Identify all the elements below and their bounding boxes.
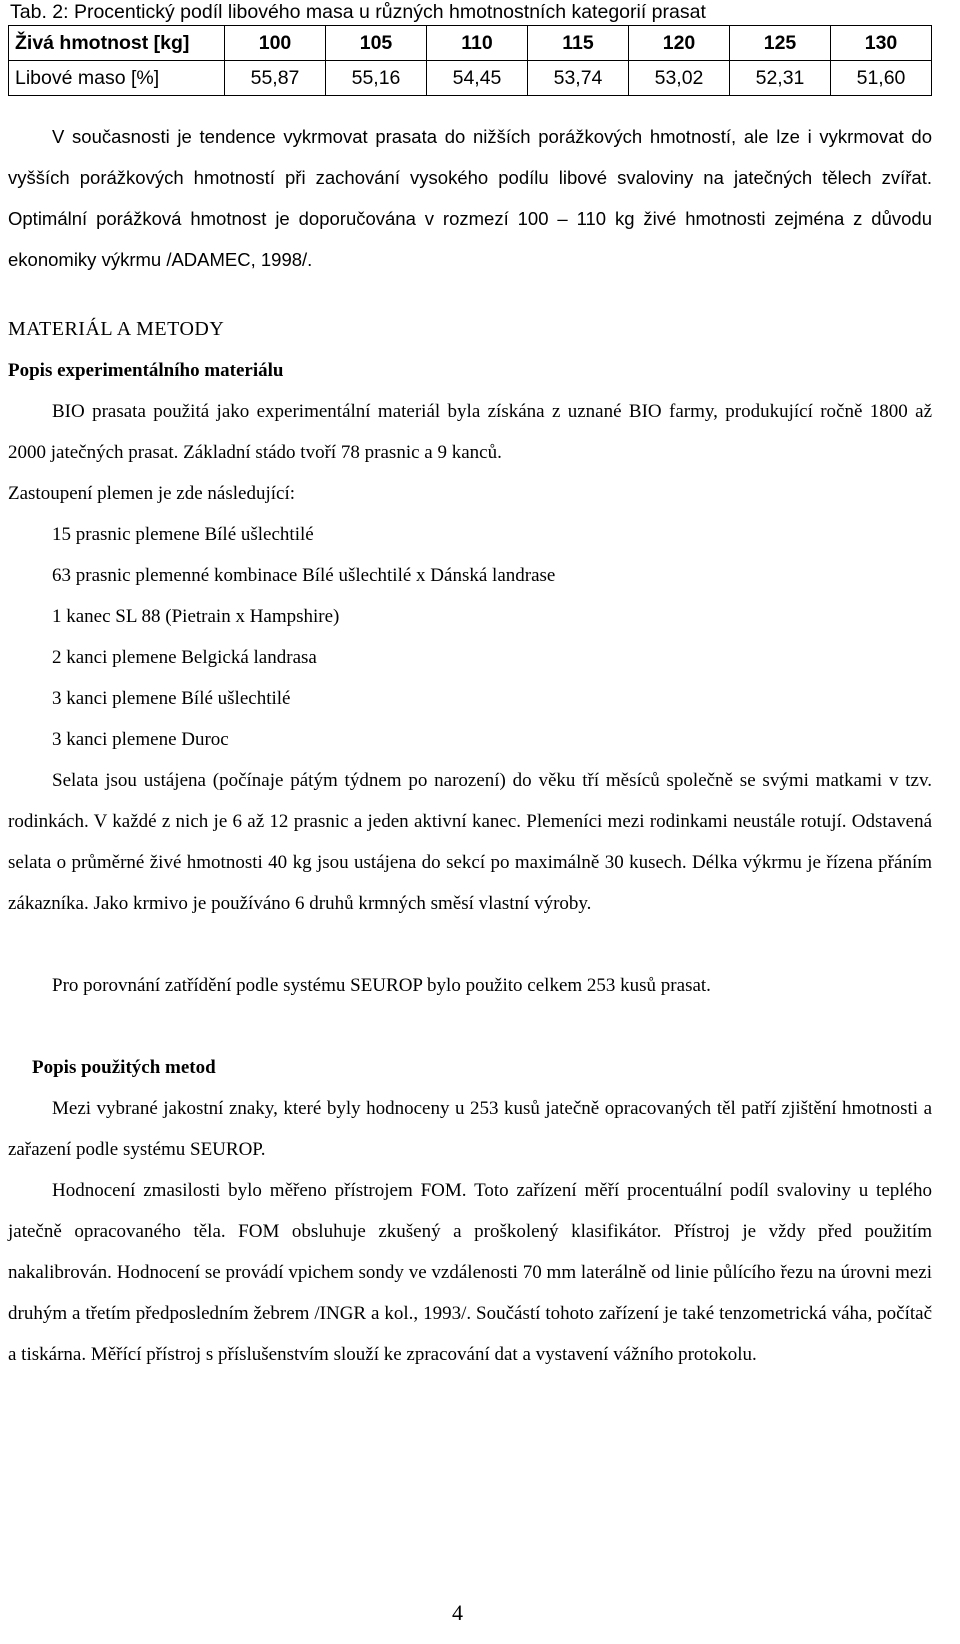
table-row-label: Živá hmotnost [kg] xyxy=(9,26,225,61)
table-cell: 55,16 xyxy=(326,61,427,96)
comparison-paragraph: Pro porovnání zatřídění podle systému SEUROP bylo použito celkem 253 kusů prasat. xyxy=(52,975,711,996)
table-cell: 100 xyxy=(225,26,326,61)
table-cell: 110 xyxy=(427,26,528,61)
subheading-material: Popis experimentálního materiálu xyxy=(8,360,284,381)
table-cell: 51,60 xyxy=(831,61,932,96)
section-heading: MATERIÁL A METODY xyxy=(8,318,225,340)
methods-paragraph-2: Hodnocení zmasilosti bylo měřeno přístrojem FOM. Toto zařízení měří procentuální podíl svaloviny u teplého jatečně opracovaného těla. FOM obsluhuje zkušený a proškolený klasifikátor. Přístroj je vždy před použitím nakalibrován. Hodnocení se provádí vpichem sondy ve vzdálenosti 70 mm laterálně od linie půlícího řezu na úrovni mezi druhým a třetím předposledním žebrem /INGR a kol., 1993/. Součástí tohoto zařízení je také tenzometrická váha, počítač a tiskárna. Měřící přístroj s příslušenstvím slouží ke zpracování dat a vystavení vážního protokolu. xyxy=(8,1180,932,1365)
methods-paragraph-1: Mezi vybrané jakostní znaky, které byly hodnoceny u 253 kusů jatečně opracovaných těl patří zjištění hmotnosti a zařazení podle systému SEUROP. xyxy=(8,1098,932,1160)
housing-paragraph: Selata jsou ustájena (počínaje pátým týdnem po narození) do věku tří měsíců společně se svými matkami v tzv. rodinkách. V každé z nich je 6 až 12 prasnic a jeden aktivní kanec. Plemeníci mezi rodinkami neustále rotují. Odstavená selata o průměrné živé hmotnosti 40 kg jsou ustájena do sekcí po maximálně 30 kusech. Délka výkrmu je řízena přáním zákazníka. Jako krmivo je používáno 6 druhů krmných směsí vlastní výroby. xyxy=(8,770,932,914)
table-row-label: Libové maso [%] xyxy=(9,61,225,96)
table-cell: 115 xyxy=(528,26,629,61)
intro-paragraph: V současnosti je tendence vykrmovat prasata do nižších porážkových hmotností, ale lze i vykrmovat do vyšších porážkových hmotností při zachování vysokého podílu libové svaloviny na jatečných tělech zvířat. Optimální porážková hmotnost je doporučována v rozmezí 100 – 110 kg živé hmotnosti zejména z důvodu ekonomiky výkrmu /ADAMEC, 1998/. xyxy=(8,126,932,270)
weight-lean-meat-table xyxy=(8,25,932,96)
material-paragraph: BIO prasata použitá jako experimentální materiál byla získána z uznané BIO farmy, produkující ročně 1800 až 2000 jatečných prasat. Základní stádo tvoří 78 prasnic a 9 kanců. xyxy=(8,401,932,463)
breeds-intro: Zastoupení plemen je zde následující: xyxy=(8,483,296,504)
table-cell: 120 xyxy=(629,26,730,61)
table-cell: 105 xyxy=(326,26,427,61)
table-cell: 53,02 xyxy=(629,61,730,96)
table-cell: 125 xyxy=(730,26,831,61)
list-item: 63 prasnic plemenné kombinace Bílé ušlechtilé x Dánská landrase xyxy=(52,565,556,586)
list-item: 1 kanec SL 88 (Pietrain x Hampshire) xyxy=(52,606,340,627)
table-row xyxy=(9,61,932,96)
table-cell: 130 xyxy=(831,26,932,61)
list-item: 3 kanci plemene Bílé ušlechtilé xyxy=(52,688,291,709)
list-item: 2 kanci plemene Belgická landrasa xyxy=(52,647,317,668)
table-cell: 53,74 xyxy=(528,61,629,96)
list-item: 3 kanci plemene Duroc xyxy=(52,729,229,750)
table-row xyxy=(9,26,932,61)
list-item: 15 prasnic plemene Bílé ušlechtilé xyxy=(52,524,314,545)
table-cell: 54,45 xyxy=(427,61,528,96)
subheading-methods: Popis použitých metod xyxy=(32,1057,216,1078)
table-cell: 55,87 xyxy=(225,61,326,96)
table-caption: Tab. 2: Procentický podíl libového masa u různých hmotnostních kategorií prasat xyxy=(10,1,706,23)
page-number: 4 xyxy=(452,1600,463,1625)
table-cell: 52,31 xyxy=(730,61,831,96)
